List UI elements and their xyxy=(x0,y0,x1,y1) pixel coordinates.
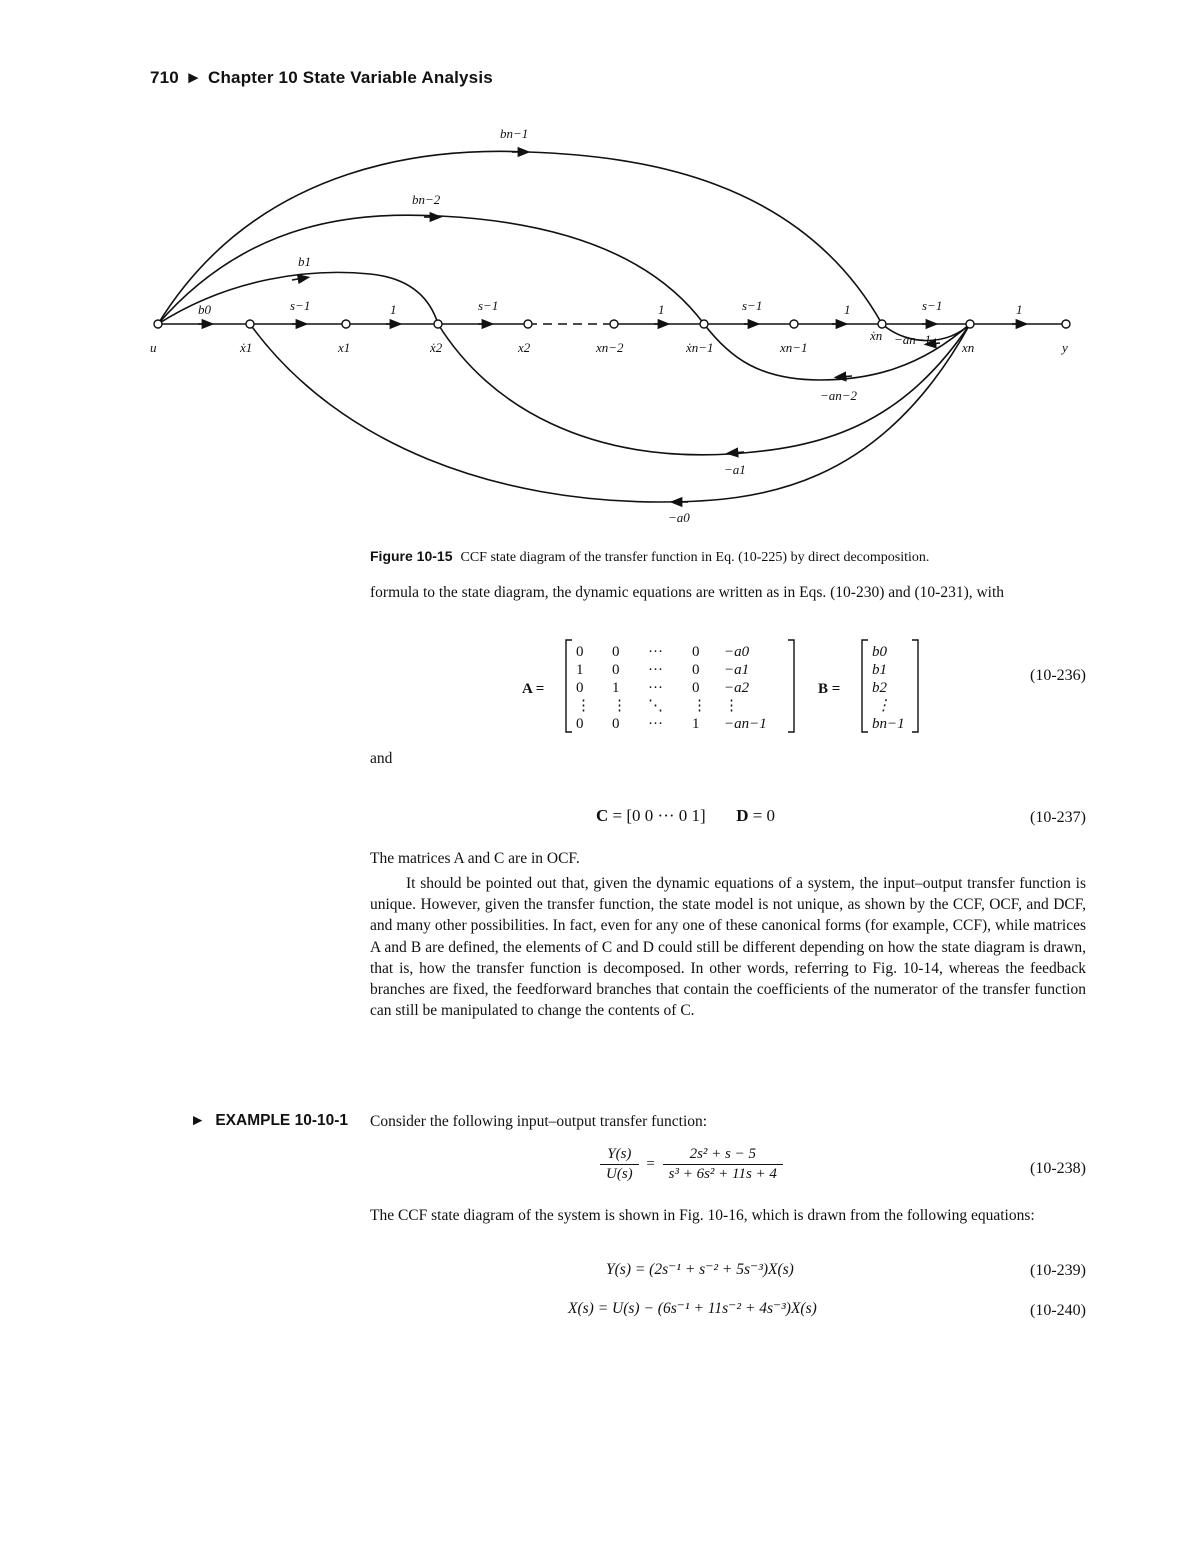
equation-number-238: (10-238) xyxy=(1030,1160,1086,1177)
label-one1: 1 xyxy=(390,302,397,317)
node-x2 xyxy=(524,320,532,328)
label-a0: −a0 xyxy=(668,510,690,525)
tf-lhs xyxy=(600,1146,639,1183)
node-xn xyxy=(966,320,974,328)
label-b0-text: b0 xyxy=(198,302,211,317)
header-arrow-icon: ► xyxy=(184,68,202,87)
svg-text:⋮: ⋮ xyxy=(612,698,627,714)
svg-text:⋮: ⋮ xyxy=(576,698,591,714)
node-u xyxy=(154,320,162,328)
matrix-d-label: D xyxy=(736,806,749,825)
figure-label: Figure 10-15 xyxy=(370,548,453,564)
svg-text:0: 0 xyxy=(692,662,700,678)
svg-text:⋮: ⋮ xyxy=(692,698,707,714)
example-marker-icon: ► xyxy=(190,1112,206,1129)
svg-text:0: 0 xyxy=(576,716,584,732)
example-label: EXAMPLE 10-10-1 xyxy=(215,1112,349,1129)
svg-text:0: 0 xyxy=(612,644,620,660)
equation-number-237: (10-237) xyxy=(1030,809,1086,826)
node-label-y: y xyxy=(1062,340,1068,355)
node-label-u: u xyxy=(150,340,157,355)
paragraph-and: and xyxy=(370,750,393,767)
node-label-x1: x1 xyxy=(338,340,351,355)
matrix-b-rows xyxy=(872,644,905,732)
label-b1: b1 xyxy=(298,254,311,269)
matrix-c-label: C xyxy=(596,806,609,825)
example-intro: Consider the following input–output transfer function: xyxy=(370,1113,708,1130)
svg-text:−a0: −a0 xyxy=(724,644,750,660)
node-label-xn: xn xyxy=(962,340,975,355)
node-x1 xyxy=(342,320,350,328)
paragraph-uniqueness: It should be pointed out that, given the dynamic equations of a system, the input–output transfer function is unique. However, given the transfer function, the state model is not unique, as shown by the CCF, OCF, and DCF, and many other possibilities. In fact, even for any one of these canonical forms (for example, CCF), while matrices A and B are defined, the elements of C and D could still be different depending on how the state diagram is drawn, that is, how the transfer function is decomposed. In other words, referring to Fig. 10-14, whereas the feedback branches are fixed, the feedforward branches that contain the coefficients of the numerator of the transfer function can still be manipulated to change the contents of C. xyxy=(370,875,1086,1020)
node-x1dot xyxy=(246,320,254,328)
label-s1: s−1 xyxy=(290,298,311,313)
equation-10-236 xyxy=(520,636,940,736)
label-a1: −a1 xyxy=(724,462,746,477)
svg-text:−a1: −a1 xyxy=(724,662,750,678)
node-xndot xyxy=(878,320,886,328)
svg-text:0: 0 xyxy=(612,662,620,678)
equation-10-237 xyxy=(596,806,775,826)
node-label-xn1dot: ẋn−1 xyxy=(686,340,714,355)
label-bn2: bn−2 xyxy=(412,192,441,207)
svg-text:···: ··· xyxy=(648,644,663,660)
svg-text:1: 1 xyxy=(612,680,620,696)
equation-number-239: (10-239) xyxy=(1030,1262,1086,1279)
figure-caption xyxy=(370,548,1090,566)
equation-10-238: $\frac{Y(s)}{U(s)}$ = $\frac{\text{2s² + s − 5}}{\text{s³ + 6s² + 11s + 4}}$ xyxy=(600,1146,783,1183)
page-number: 710 xyxy=(150,68,179,87)
node-xn2 xyxy=(610,320,618,328)
node-xn1dot xyxy=(700,320,708,328)
svg-text:0: 0 xyxy=(576,644,584,660)
label-s3: s−1 xyxy=(742,298,763,313)
svg-text:⋮: ⋮ xyxy=(724,698,739,714)
matrix-a-rows xyxy=(576,644,767,732)
svg-text:0: 0 xyxy=(576,680,584,696)
tf-rhs xyxy=(663,1146,783,1183)
svg-text:···: ··· xyxy=(648,662,663,678)
ccf-state-diagram xyxy=(140,118,1080,528)
equation-number-236: (10-236) xyxy=(1030,667,1086,684)
node-y xyxy=(1062,320,1070,328)
svg-text:0: 0 xyxy=(692,680,700,696)
svg-text:⋱: ⋱ xyxy=(648,698,663,714)
matrix-c-row: = [0 0 ··· 0 1] xyxy=(612,806,706,825)
equation-10-240: X(s) = U(s) − (6s⁻¹ + 11s⁻² + 4s⁻³)X(s) xyxy=(568,1300,817,1317)
node-label-x2dot: ẋ2 xyxy=(430,340,443,355)
svg-text:b0: b0 xyxy=(872,644,887,660)
label-one4: 1 xyxy=(1016,302,1023,317)
svg-text:b1: b1 xyxy=(872,662,887,678)
node-label-xndot: ẋn xyxy=(870,328,883,343)
matrix-d-value: = 0 xyxy=(752,806,776,825)
figure-caption-text: CCF state diagram of the transfer function in Eq. (10-225) by direct decomposition. xyxy=(460,550,930,565)
label-s4: s−1 xyxy=(922,298,943,313)
svg-text:0: 0 xyxy=(612,716,620,732)
matrix-a-label: A = xyxy=(522,681,545,697)
chapter-title: Chapter 10 State Variable Analysis xyxy=(208,68,493,87)
svg-text:b2: b2 xyxy=(872,680,887,696)
node-x2dot xyxy=(434,320,442,328)
node-label-xn2: xn−2 xyxy=(596,340,624,355)
svg-text:···: ··· xyxy=(648,680,663,696)
label-s2: s−1 xyxy=(478,298,499,313)
node-label-x1dot: ẋ1 xyxy=(240,340,253,355)
tf-rhs-num: 2s² + s − 5 xyxy=(663,1146,783,1165)
feedforward-bn1-arc xyxy=(158,151,882,324)
example-heading xyxy=(190,1112,348,1130)
label-bn1: bn−1 xyxy=(500,126,529,141)
svg-text:⋮: ⋮ xyxy=(876,698,891,714)
svg-text:1: 1 xyxy=(576,662,584,678)
equation-10-239: Y(s) = (2s⁻¹ + s⁻² + 5s⁻³)X(s) xyxy=(606,1261,794,1278)
svg-text:−a2: −a2 xyxy=(724,680,750,696)
svg-text:0: 0 xyxy=(692,644,700,660)
paragraph-formula: formula to the state diagram, the dynamic equations are written as in Eqs. (10-230) and (10-231), with xyxy=(370,584,1005,601)
node-xn1 xyxy=(790,320,798,328)
label-an1: −an−1 xyxy=(894,332,932,347)
node-label-xn1: xn−1 xyxy=(780,340,808,355)
paragraph-matrices: The matrices A and C are in OCF. xyxy=(370,850,580,867)
tf-lhs-den: U(s) xyxy=(606,1166,633,1182)
matrix-b-label: B = xyxy=(818,681,841,697)
svg-text:···: ··· xyxy=(648,716,663,732)
tf-rhs-den: s³ + 6s² + 11s + 4 xyxy=(668,1166,777,1182)
label-one3: 1 xyxy=(844,302,851,317)
node-label-x2: x2 xyxy=(518,340,531,355)
svg-text:bn−1: bn−1 xyxy=(872,716,905,732)
paragraph-ccf-example: The CCF state diagram of the system is shown in Fig. 10-16, which is drawn from the following equations: xyxy=(370,1207,1035,1224)
label-an2: −an−2 xyxy=(820,388,858,403)
svg-text:1: 1 xyxy=(692,716,700,732)
equation-number-240: (10-240) xyxy=(1030,1302,1086,1319)
label-one2: 1 xyxy=(658,302,665,317)
svg-text:−an−1: −an−1 xyxy=(724,716,767,732)
tf-lhs-num: Y(s) xyxy=(600,1146,639,1165)
running-head xyxy=(150,68,493,88)
